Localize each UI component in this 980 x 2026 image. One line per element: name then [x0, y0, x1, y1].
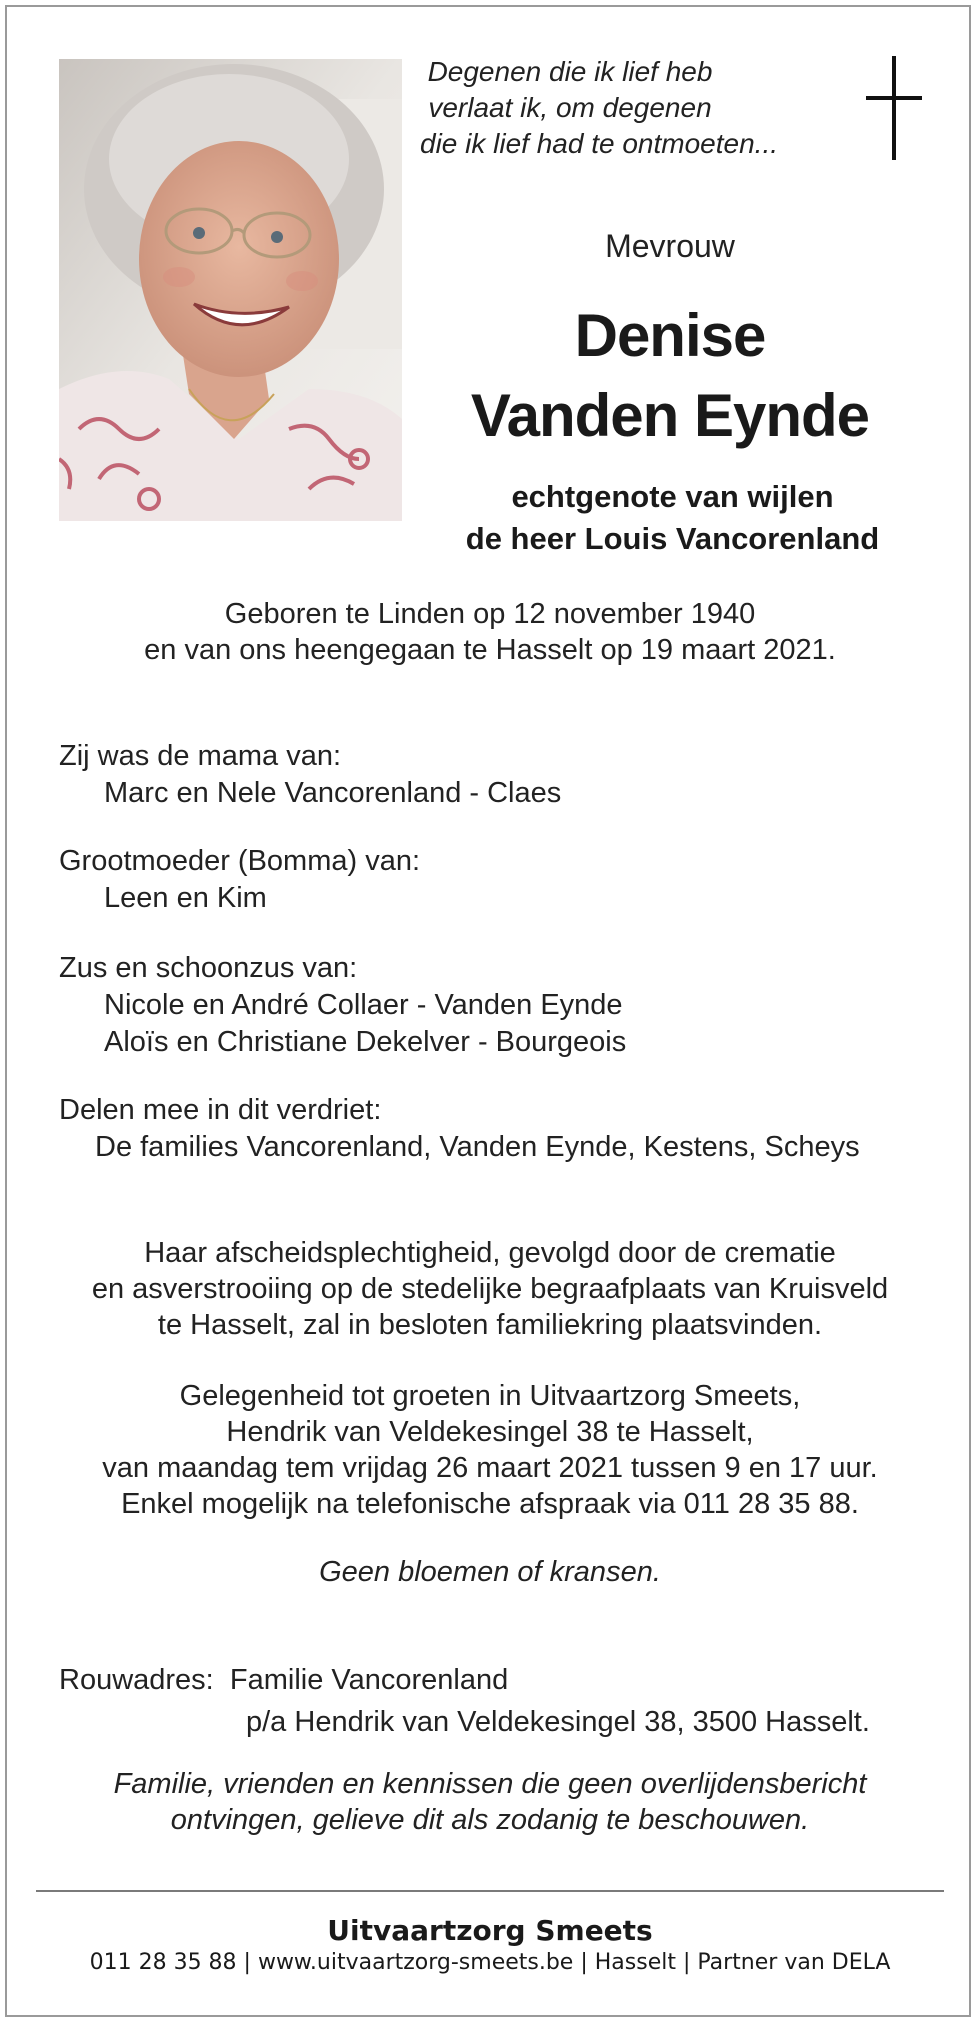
honorific: Mevrouw	[605, 228, 735, 264]
mourning-label: Rouwadres:	[59, 1664, 214, 1696]
mourning-name: Familie Vancorenland	[229, 1664, 509, 1696]
relation-heading: Zij was de mama van:	[59, 740, 342, 772]
relation-name: De families Vancorenland, Vanden Eynde, Kestens, Scheys	[95, 1131, 860, 1163]
ceremony-info	[40, 1235, 940, 1343]
ceremony-line: en asverstrooiing op de stedelijke begraafplaats van Kruisveld	[91, 1273, 889, 1305]
mourning-address	[59, 1659, 870, 1743]
visitation-line: van maandag tem vrijdag 26 maart 2021 tussen 9 en 17 uur.	[102, 1452, 878, 1484]
deceased-name	[400, 296, 940, 456]
birth-death-dates	[40, 596, 940, 668]
first-name: Denise	[574, 302, 766, 369]
birth-line: Geboren te Linden op 12 november 1940	[224, 598, 756, 630]
death-line: en van ons heengegaan te Hasselt op 19 maart 2021.	[144, 634, 836, 666]
relation-name: Nicole en André Collaer - Vanden Eynde	[104, 989, 623, 1021]
relation-name: Aloïs en Christiane Dekelver - Bourgeois	[104, 1026, 627, 1058]
spouse-info	[400, 476, 945, 560]
footer-divider	[36, 1890, 944, 1892]
cross-icon	[858, 56, 930, 164]
visitation-line: Gelegenheid tot groeten in Uitvaartzorg Smeets,	[179, 1380, 801, 1412]
quote	[420, 54, 778, 162]
last-name: Vanden Eynde	[470, 382, 870, 449]
ceremony-line: te Hasselt, zal in besloten familiekring plaatsvinden.	[157, 1309, 823, 1341]
visitation-info	[40, 1378, 940, 1522]
relation-name: Leen en Kim	[104, 882, 267, 914]
notice	[40, 1766, 940, 1838]
relation-heading: Delen mee in dit verdriet:	[59, 1094, 382, 1126]
spouse-line: echtgenote van wijlen	[511, 479, 834, 514]
relation-heading: Zus en schoonzus van:	[59, 952, 358, 984]
spouse-line: de heer Louis Vancorenland	[465, 521, 880, 556]
relation-heading: Grootmoeder (Bomma) van:	[59, 845, 421, 877]
visitation-line: Enkel mogelijk na telefonische afspraak via 011 28 35 88.	[121, 1488, 859, 1520]
mourning-street: p/a Hendrik van Veldekesingel 38, 3500 Hasselt.	[246, 1706, 870, 1738]
relation-families	[59, 1092, 860, 1166]
relation-siblings	[59, 950, 626, 1061]
no-flowers-note	[40, 1554, 940, 1590]
notice-line: ontvingen, gelieve dit als zodanig te beschouwen.	[170, 1804, 810, 1836]
relation-grandchildren	[59, 843, 420, 917]
quote-line: die ik lief had te ontmoeten...	[420, 128, 778, 159]
quote-line: verlaat ik, om degenen	[428, 92, 712, 123]
visitation-line: Hendrik van Veldekesingel 38 te Hasselt,	[226, 1416, 754, 1448]
relation-name: Marc en Nele Vancorenland - Claes	[104, 777, 562, 809]
quote-line: Degenen die ik lief heb	[427, 56, 713, 87]
portrait-photo	[59, 59, 402, 521]
funeral-home-contact: 011 28 35 88 | www.uitvaartzorg-smeets.be | Hasselt | Partner van DELA	[89, 1950, 891, 1975]
ceremony-line: Haar afscheidsplechtigheid, gevolgd door de crematie	[144, 1237, 836, 1269]
no-flowers-text: Geen bloemen of kransen.	[319, 1556, 661, 1588]
notice-line: Familie, vrienden en kennissen die geen overlijdensbericht	[113, 1768, 867, 1800]
relation-children	[59, 738, 561, 812]
funeral-home-name: Uitvaartzorg Smeets	[327, 1914, 653, 1947]
